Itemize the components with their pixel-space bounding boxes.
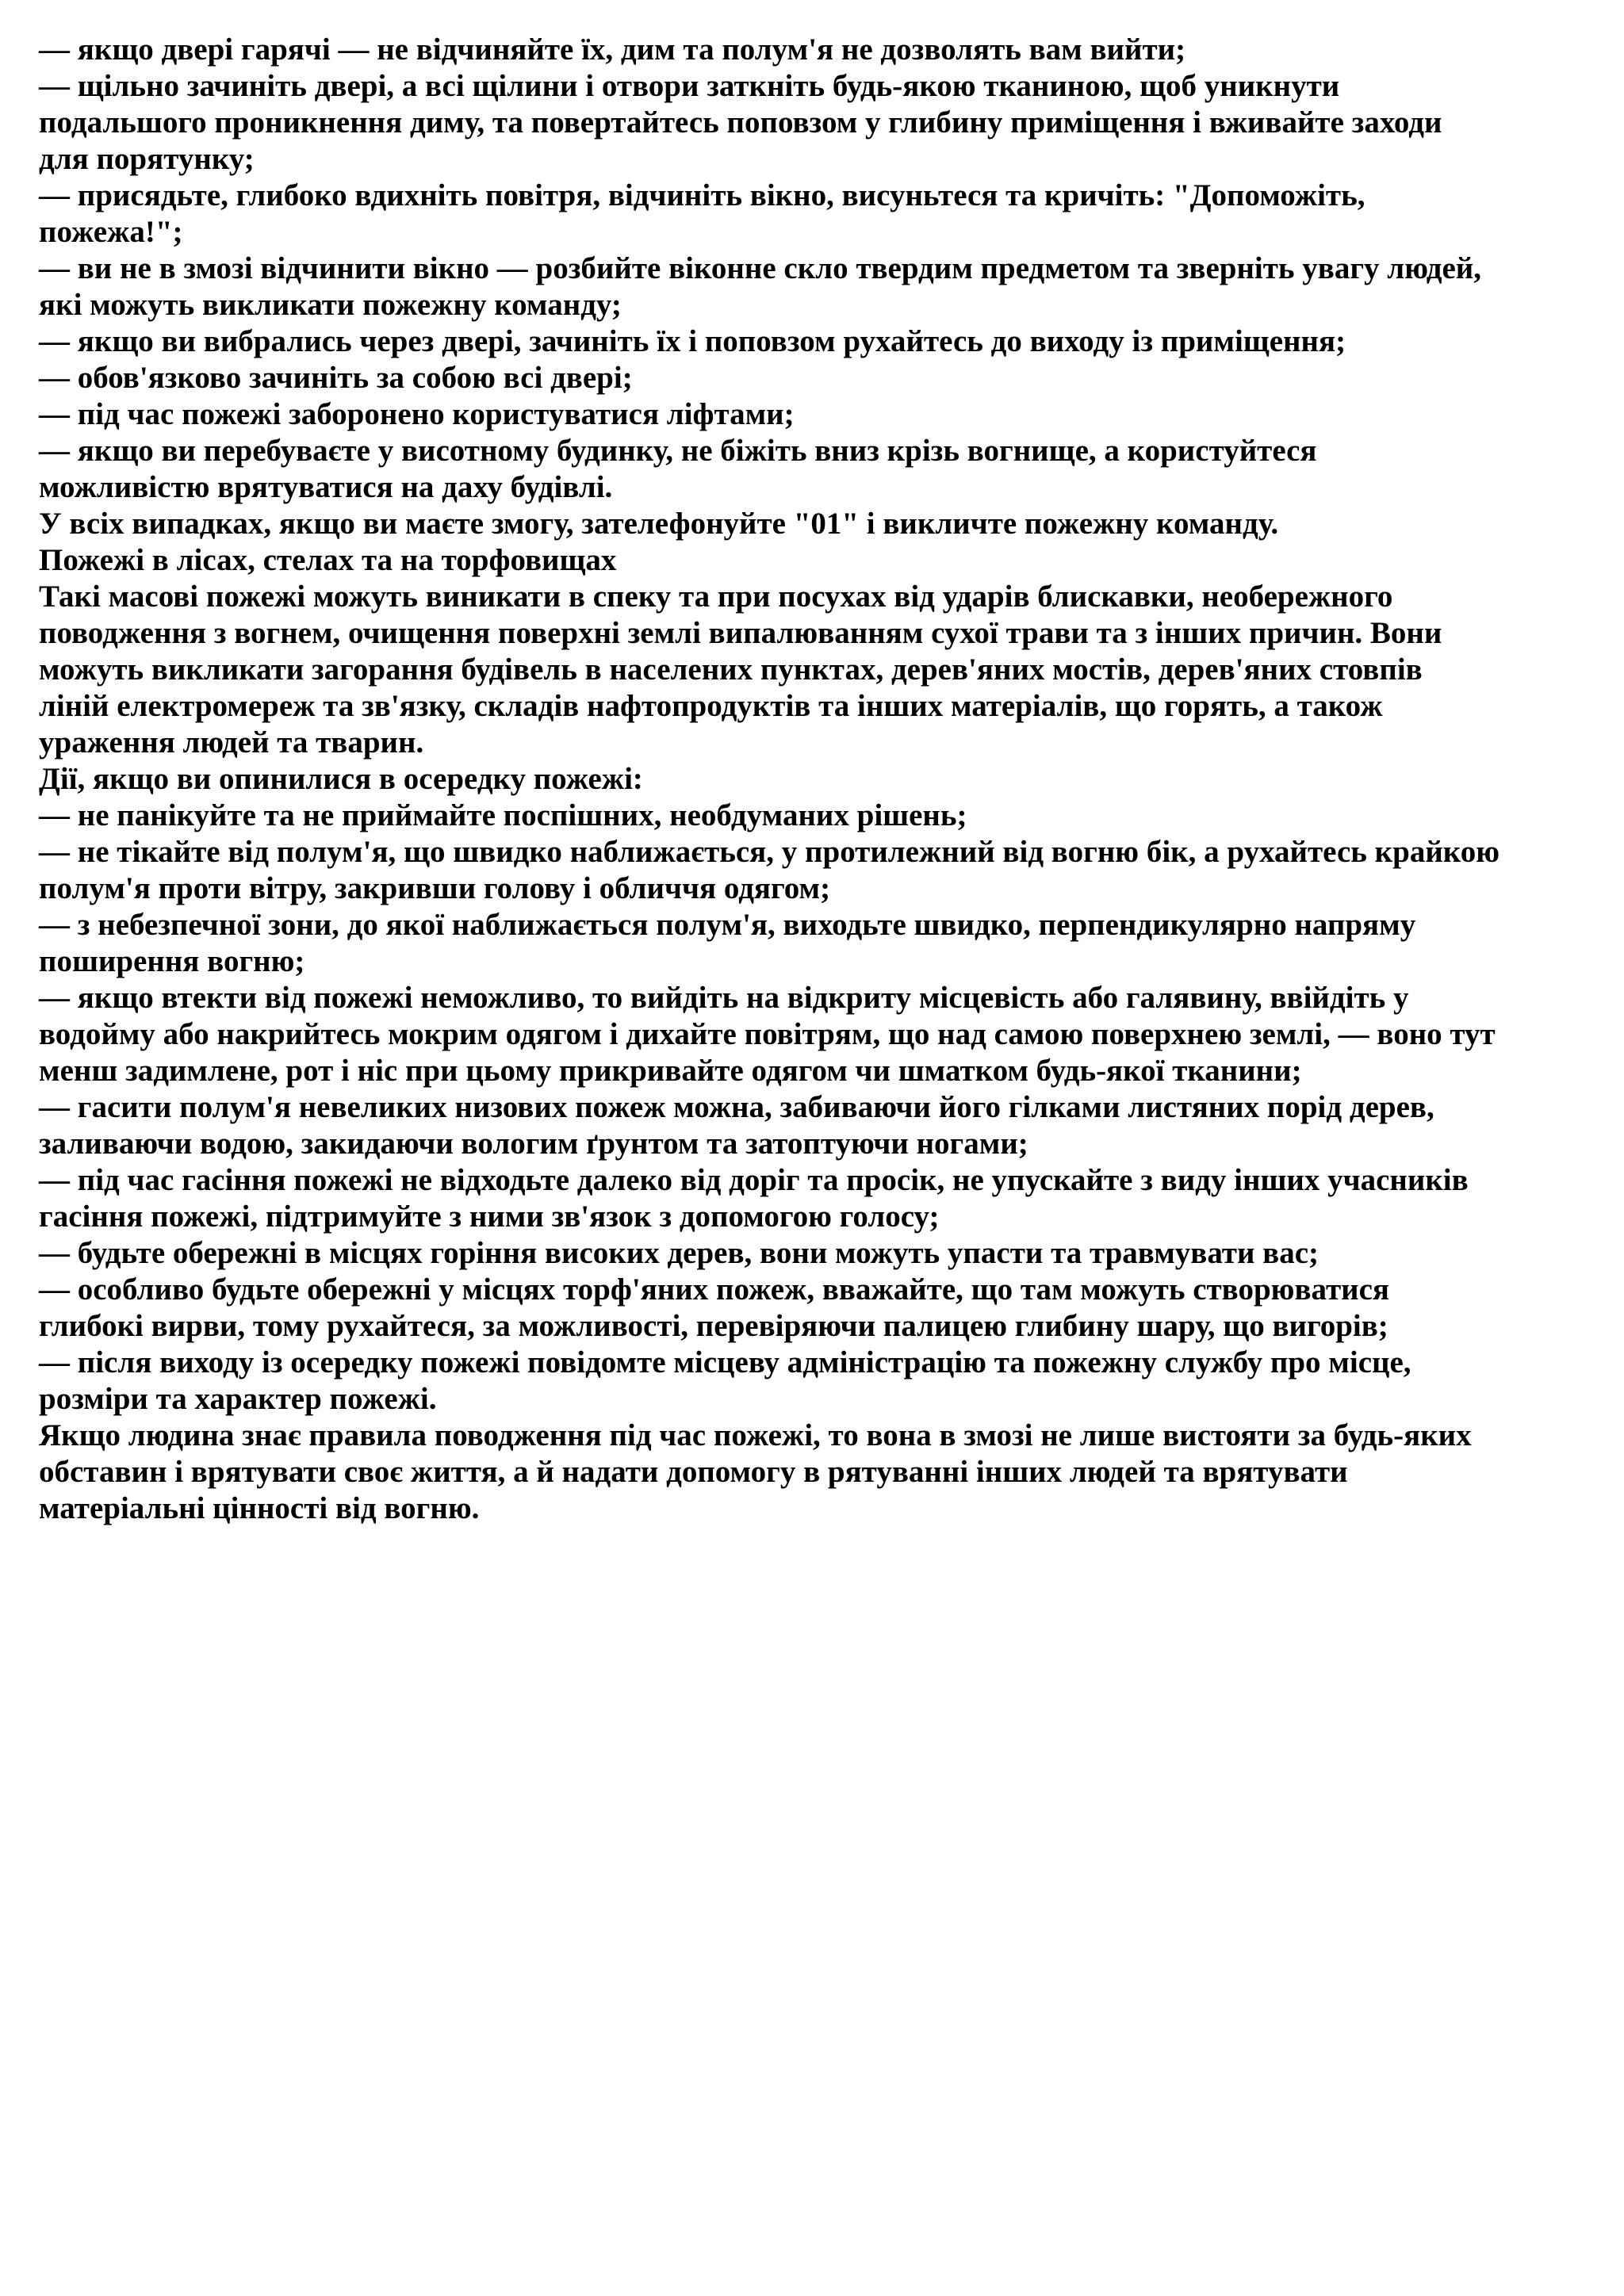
text-line: які можуть викликати пожежну команду;: [39, 288, 622, 322]
text-line: — будьте обережні в місцях горіння високих дерев, вони можуть упасти та травмувати вас;: [39, 1236, 1320, 1270]
text-line: гасіння пожежі, підтримуйте з ними зв'язок з допомогою голосу;: [39, 1200, 940, 1234]
text-line: водойму або накрийтесь мокрим одягом і дихайте повітрям, що над самою поверхнею землі, — воно тут: [39, 1017, 1496, 1051]
text-line: для порятунку;: [39, 142, 255, 176]
text-line: Такі масові пожежі можуть виникати в спеку та при посухах від ударів блискавки, необережного: [39, 580, 1393, 614]
text-line: — гасити полум'я невеликих низових пожеж можна, забиваючи його гілками листяних порід дерев,: [39, 1090, 1434, 1124]
text-line: — щільно зачиніть двері, а всі щілини і отвори заткніть будь-якою тканиною, щоб уникнути: [39, 69, 1340, 103]
text-line: — не панікуйте та не приймайте поспішних, необдуманих рішень;: [39, 798, 967, 832]
text-line: поширення вогню;: [39, 944, 305, 978]
text-line: — обов'язково зачиніть за собою всі двері;: [39, 361, 633, 395]
fire-safety-text-block: [39, 32, 1593, 1527]
text-line: полум'я проти вітру, закривши голову і обличчя одягом;: [39, 871, 831, 905]
text-line: можливістю врятуватися на даху будівлі.: [39, 470, 613, 504]
text-line: — якщо втекти від пожежі неможливо, то вийдіть на відкриту місцевість або галявину, ввійдіть у: [39, 981, 1409, 1015]
text-line: Якщо людина знає правила поводження під час пожежі, то вона в змозі не лише вистояти за будь-яких: [39, 1418, 1472, 1452]
text-line: можуть викликати загорання будівель в населених пунктах, дерев'яних мостів, дерев'яних стовпів: [39, 652, 1423, 687]
text-line: — під час пожежі заборонено користуватися ліфтами;: [39, 397, 795, 431]
text-line: ліній електромереж та зв'язку, складів нафтопродуктів та інших матеріалів, що горять, а також: [39, 689, 1383, 723]
text-line: — не тікайте від полум'я, що швидко наближається, у протилежний від вогню бік, а рухайтесь крайкою: [39, 835, 1500, 869]
text-line: глибокі вирви, тому рухайтеся, за можливості, перевіряючи палицею глибину шару, що вигорів;: [39, 1309, 1388, 1343]
text-line: — якщо двері гарячі — не відчиняйте їх, дим та полум'я не дозволять вам вийти;: [39, 33, 1186, 67]
text-line: розміри та характер пожежі.: [39, 1382, 437, 1416]
text-line: — якщо ви вибрались через двері, зачиніть їх і поповзом рухайтесь до виходу із приміщення;: [39, 324, 1346, 358]
text-line: — після виходу із осередку пожежі повідомте місцеву адміністрацію та пожежну службу про місце,: [39, 1345, 1411, 1380]
text-line: поводження з вогнем, очищення поверхні землі випалюванням сухої трави та з інших причин. Вони: [39, 616, 1442, 650]
text-line: менш задимлене, рот і ніс при цьому прикривайте одягом чи шматком будь-якої тканини;: [39, 1054, 1302, 1088]
text-line: — якщо ви перебуваєте у висотному будинку, не біжіть вниз крізь вогнище, а користуйтеся: [39, 434, 1317, 468]
text-line: — під час гасіння пожежі не відходьте далеко від доріг та просік, не упускайте з виду інших учасників: [39, 1163, 1469, 1197]
text-line: матеріальні цінності від вогню.: [39, 1491, 480, 1525]
text-line: — з небезпечної зони, до якої наближається полум'я, виходьте швидко, перпендикулярно напряму: [39, 908, 1416, 942]
text-line: У всіх випадках, якщо ви маєте змогу, зателефонуйте "01" і викличте пожежну команду.: [39, 507, 1279, 541]
section-heading: Пожежі в лісах, стелах та на торфовищах: [39, 543, 617, 577]
text-line: ураження людей та тварин.: [39, 725, 424, 760]
text-line: — присядьте, глибоко вдихніть повітря, відчиніть вікно, висуньтеся та кричіть: "Допоможіть,: [39, 178, 1365, 212]
text-line: — ви не в змозі відчинити вікно — розбийте віконне скло твердим предметом та зверніть увагу людей,: [39, 251, 1482, 285]
text-line: — особливо будьте обережні у місцях торф'яних пожеж, вважайте, що там можуть створюватися: [39, 1272, 1390, 1307]
text-line: пожежа!";: [39, 215, 183, 249]
document-page: [39, 32, 1593, 1527]
text-line: заливаючи водою, закидаючи вологим ґрунтом та затоптуючи ногами;: [39, 1127, 1028, 1161]
text-line: обставин і врятувати своє життя, а й надати допомогу в рятуванні інших людей та врятувати: [39, 1455, 1348, 1489]
text-line: подальшого проникнення диму, та повертайтесь поповзом у глибину приміщення і вживайте заходи: [39, 105, 1442, 140]
text-line: Дії, якщо ви опинилися в осередку пожежі:: [39, 762, 643, 796]
